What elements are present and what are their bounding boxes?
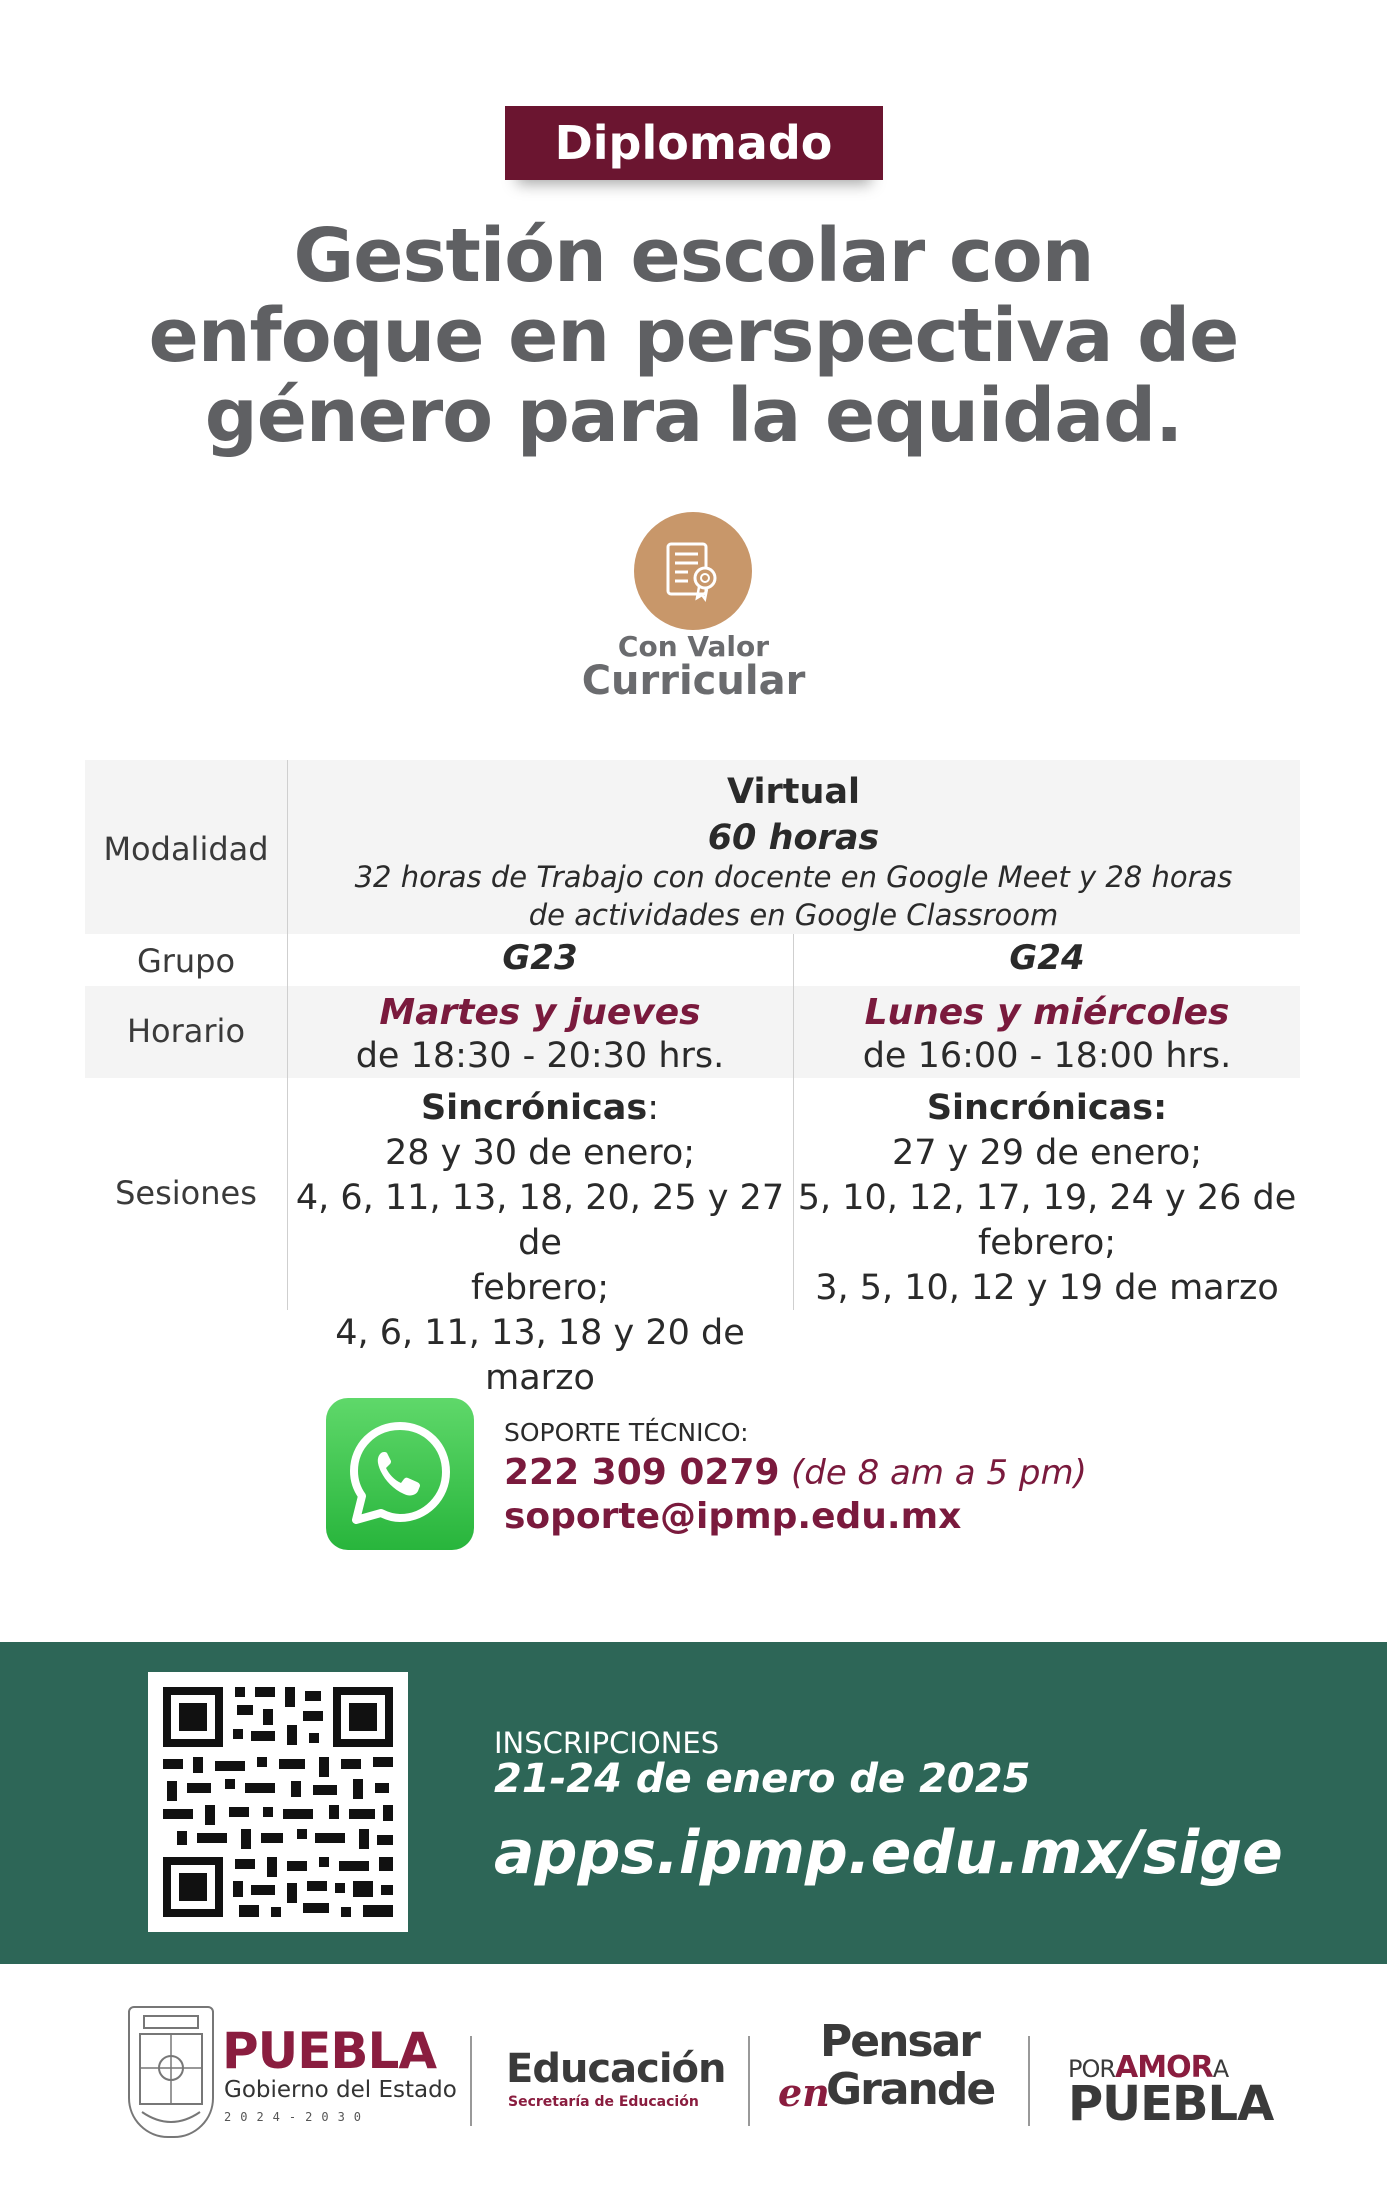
table-divider xyxy=(793,934,794,1310)
years-label: 2024-2030 xyxy=(224,2110,371,2124)
sesiones-heading xyxy=(287,1086,793,1131)
divider xyxy=(1028,2036,1030,2126)
gobierno-label: Gobierno del Estado xyxy=(224,2077,457,2103)
por-text: POR xyxy=(1068,2055,1116,2083)
horario-days-g23: Martes y jueves xyxy=(379,992,701,1033)
pensar-logo: Pensar xyxy=(820,2016,979,2067)
group-g23: G23 xyxy=(502,938,578,978)
en-logo: en xyxy=(778,2070,830,2115)
educacion-logo: Educación xyxy=(506,2046,726,2092)
whatsapp-icon xyxy=(344,1416,456,1532)
curricular-badge xyxy=(634,512,752,630)
state-seal-icon xyxy=(128,2006,214,2138)
sesiones-heading xyxy=(794,1086,1300,1131)
whatsapp-button[interactable] xyxy=(326,1398,474,1550)
sesiones-g23 xyxy=(287,1086,793,1401)
modalidad-detail: 32 horas de Trabajo con docente en Google Meet y 28 horas xyxy=(354,860,1233,894)
horario-label: Horario xyxy=(126,1012,246,1050)
support-email[interactable]: soporte@ipmp.edu.mx xyxy=(504,1496,962,1537)
support-hours: (de 8 am a 5 pm) xyxy=(791,1453,1087,1493)
qr-code[interactable] xyxy=(148,1672,408,1932)
registration-url[interactable]: apps.ipmp.edu.mx/sige xyxy=(494,1818,1283,1888)
registration-dates: 21-24 de enero de 2025 xyxy=(494,1756,1031,1802)
grande-logo: Grande xyxy=(826,2064,995,2115)
sesiones-heading-suffix: : xyxy=(647,1088,660,1128)
grupo-row xyxy=(85,934,1300,986)
grupo-label: Grupo xyxy=(136,942,236,980)
qr-code-icon xyxy=(163,1687,393,1917)
sesiones-line: febrero; xyxy=(470,1268,610,1308)
header xyxy=(0,106,1387,180)
support-phone[interactable]: 222 309 0279 xyxy=(504,1452,780,1493)
horario-days-g24: Lunes y miércoles xyxy=(864,992,1230,1033)
diplomado-badge: Diplomado xyxy=(505,106,883,180)
a-text: A xyxy=(1212,2055,1229,2083)
sesiones-line: 5, 10, 12, 17, 19, 24 y 26 de xyxy=(797,1178,1297,1218)
divider xyxy=(748,2036,750,2126)
sesiones-line: 4, 6, 11, 13, 18, 20, 25 y 27 de xyxy=(295,1178,785,1263)
title-line: género para la equidad. xyxy=(204,373,1183,459)
sesiones-line: 4, 6, 11, 13, 18 y 20 de marzo xyxy=(335,1313,745,1398)
modalidad-row xyxy=(85,760,1300,934)
puebla-logo: PUEBLA xyxy=(222,2022,437,2080)
title-line: Gestión escolar con xyxy=(293,213,1094,299)
horario-row xyxy=(85,986,1300,1078)
sesiones-row xyxy=(85,1078,1300,1398)
support-phone-line xyxy=(504,1452,1087,1493)
support-label: SOPORTE TÉCNICO: xyxy=(504,1418,749,1447)
horario-time-g24: de 16:00 - 18:00 hrs. xyxy=(862,1036,1232,1076)
modalidad-label: Modalidad xyxy=(103,830,269,868)
sesiones-label: Sesiones xyxy=(115,1174,257,1212)
page-title xyxy=(60,213,1327,459)
modalidad-detail: de actividades en Google Classroom xyxy=(528,898,1059,932)
modalidad-mode: Virtual xyxy=(727,772,860,812)
curricular-line2: Curricular xyxy=(581,658,806,704)
sesiones-g24 xyxy=(794,1086,1300,1311)
sesiones-heading-text: Sincrónicas xyxy=(420,1088,648,1128)
modalidad-hours: 60 horas xyxy=(707,818,880,858)
horario-time-g23: de 18:30 - 20:30 hrs. xyxy=(355,1036,725,1076)
registration-label: INSCRIPCIONES xyxy=(494,1726,720,1760)
sesiones-line: 27 y 29 de enero; xyxy=(891,1133,1203,1173)
sesiones-line: 28 y 30 de enero; xyxy=(384,1133,696,1173)
amor-text: AMOR xyxy=(1115,2050,1213,2085)
sesiones-line: 3, 5, 10, 12 y 19 de marzo xyxy=(815,1268,1279,1308)
divider xyxy=(470,2036,472,2126)
title-line: enfoque en perspectiva de xyxy=(148,293,1239,379)
curricular-line1: Con Valor xyxy=(617,630,770,663)
sesiones-heading-text: Sincrónicas: xyxy=(926,1088,1168,1128)
puebla-logo-2: PUEBLA xyxy=(1068,2076,1274,2132)
certificate-icon xyxy=(658,536,728,606)
table-divider xyxy=(287,760,288,1310)
educacion-sub: Secretaría de Educación xyxy=(508,2094,699,2110)
group-g24: G24 xyxy=(1009,938,1085,978)
sesiones-line: febrero; xyxy=(977,1223,1117,1263)
